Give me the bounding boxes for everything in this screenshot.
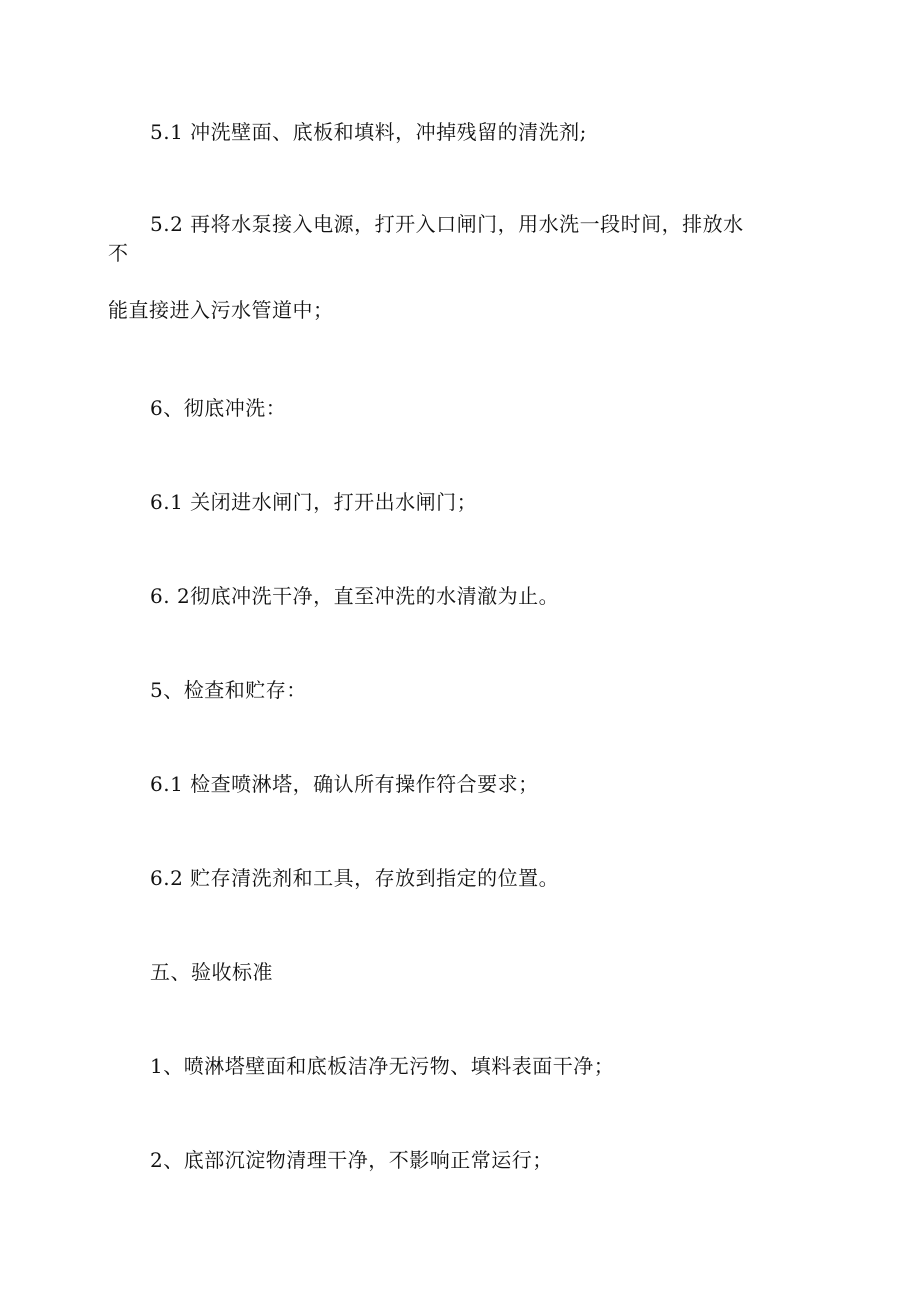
paragraph-6-2: 6. 2彻底冲洗干净，直至冲洗的水清澈为止。 bbox=[150, 584, 560, 608]
criterion-2: 2、底部沉淀物清理干净，不影响正常运行； bbox=[150, 1148, 553, 1172]
paragraph-6-1: 6.1 关闭进水闸门，打开出水闸门； bbox=[150, 490, 478, 514]
paragraph-5-1: 5.1 冲洗壁面、底板和填料，冲掉残留的清洗剂; bbox=[150, 120, 587, 144]
heading-acceptance-criteria: 五、验收标准 bbox=[150, 960, 273, 984]
paragraph-6-1-inspect: 6.1 检查喷淋塔，确认所有操作符合要求； bbox=[150, 772, 539, 796]
heading-inspect-store: 5、检查和贮存： bbox=[150, 678, 307, 702]
criterion-1: 1、喷淋塔壁面和底板洁净无污物、填料表面干净； bbox=[150, 1054, 615, 1078]
paragraph-6-2-store: 6.2 贮存清洗剂和工具，存放到指定的位置。 bbox=[150, 866, 560, 890]
paragraph-5-2: 5.2 再将水泵接入电源，打开入口闸门，用水洗一段时间，排放水 bbox=[150, 212, 744, 236]
paragraph-5-2-wrap: 不 bbox=[108, 241, 129, 265]
heading-thorough-rinse: 6、彻底冲洗： bbox=[150, 396, 287, 420]
paragraph-5-2-continuation: 能直接进入污水管道中； bbox=[108, 298, 334, 322]
